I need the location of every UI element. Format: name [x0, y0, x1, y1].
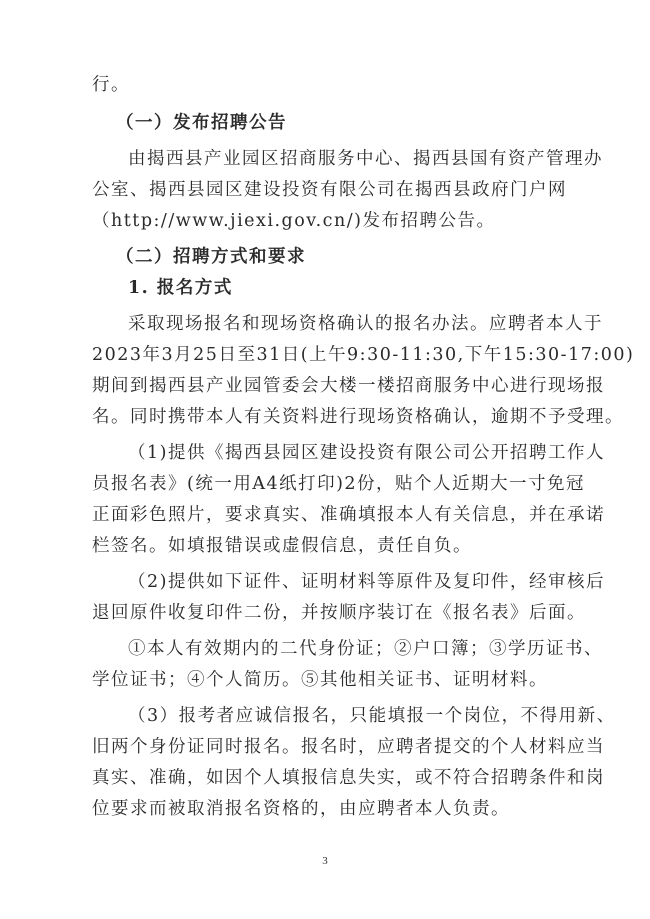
- text-line: （3）报考者应诚信报名，只能填报一个岗位，不得用新、: [128, 706, 616, 726]
- text-line: 正面彩色照片，要求真实、准确填报本人有关信息，并在承诺: [92, 505, 605, 525]
- text-line: 行。: [92, 75, 130, 95]
- section-heading: （一）发布招聘公告: [116, 113, 287, 133]
- section-heading: （二）招聘方式和要求: [116, 247, 306, 267]
- text-line: 公室、揭西县园区建设投资有限公司在揭西县政府门户网: [92, 180, 567, 200]
- text-line: 学位证书；④个人简历。⑤其他相关证书、证明材料。: [92, 670, 548, 690]
- text-line: 员报名表》(统一用A4纸打印)2份，贴个人近期大一寸免冠: [92, 474, 586, 494]
- text-line: （1)提供《揭西县园区建设投资有限公司公开招聘工作人: [128, 443, 605, 463]
- text-line: （2)提供如下证件、证明材料等原件及复印件，经审核后: [128, 572, 605, 592]
- text-line: ①本人有效期内的二代身份证；②户口簿；③学历证书、: [128, 639, 603, 659]
- text-line: 期间到揭西县产业园管委会大楼一楼招商服务中心进行现场报: [92, 376, 605, 396]
- text-line: 真实、准确，如因个人填报信息失实，或不符合招聘条件和岗: [92, 768, 605, 788]
- subsection-heading: 1. 报名方式: [128, 278, 233, 298]
- text-line: 由揭西县产业园区招商服务中心、揭西县国有资产管理办: [128, 149, 603, 169]
- text-line: 位要求而被取消报名资格的，由应聘者本人负责。: [92, 799, 510, 819]
- text-line: 退回原件收复印件二份，并按顺序装订在《报名表》后面。: [92, 603, 586, 623]
- text-line: 2023年3月25日至31日(上午9:30-11:30,下午15:30-17:00): [92, 345, 635, 365]
- page-number: 3: [322, 855, 328, 867]
- text-line: 名。同时携带本人有关资料进行现场资格确认，逾期不予受理。: [92, 407, 624, 427]
- text-line: （http://www.jiexi.gov.cn/)发布招聘公告。: [92, 211, 496, 231]
- text-line: 采取现场报名和现场资格确认的报名办法。应聘者本人于: [128, 314, 603, 334]
- text-line: 旧两个身份证同时报名。报名时，应聘者提交的个人材料应当: [92, 737, 605, 757]
- text-line: 栏签名。如填报错误或虚假信息，责任自负。: [92, 536, 472, 556]
